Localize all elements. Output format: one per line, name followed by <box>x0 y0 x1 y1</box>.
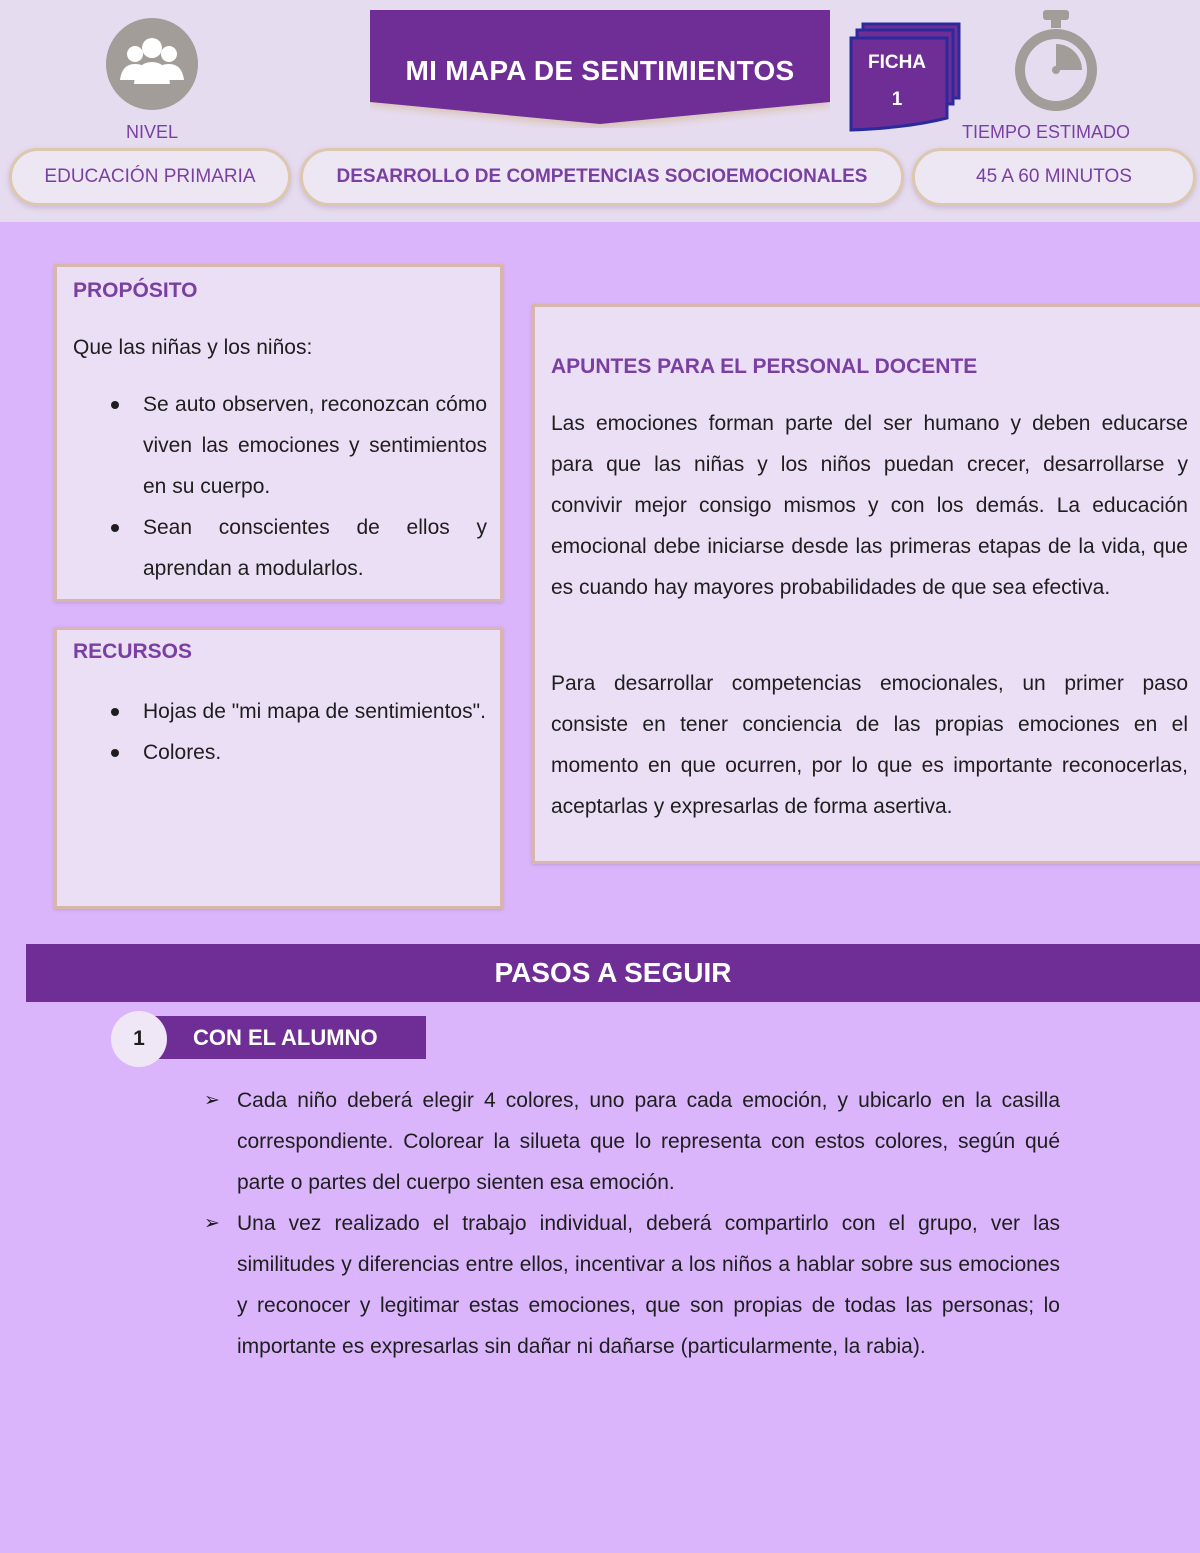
ficha-label: FICHA <box>867 52 927 73</box>
steps-header: PASOS A SEGUIR <box>26 944 1200 1002</box>
steps-list <box>204 1080 1060 1367</box>
list-item: ➢ Cada niño deberá elegir 4 colores, uno para cada emoción, y ubicarlo en la casilla correspondiente. Colorear la silueta que lo representa con estos colores, según qué parte o partes del cuerpo sienten esa emoción. <box>204 1080 1060 1203</box>
page-title: MI MAPA DE SENTIMIENTOS <box>405 55 795 86</box>
time-badge: 45 A 60 MINUTOS <box>912 148 1196 206</box>
list-item: Sean conscientes de ellos y aprendan a modularlos. <box>105 507 487 589</box>
teacher-notes-card <box>532 304 1200 864</box>
list-item: ➢ Una vez realizado el trabajo individual, deberá compartirlo con el grupo, ver las similitudes y diferencias entre ellos, incentivar a los niños a hablar sobre sus emociones y reconocer y legitimar estas emociones, que son propias de todas las personas; lo importante es expresarlas sin dañar ni dañarse (particularmente, la rabia). <box>204 1203 1060 1367</box>
level-label: NIVEL <box>126 122 179 142</box>
purpose-list <box>105 384 487 589</box>
resources-list <box>105 691 487 773</box>
purpose-card <box>54 264 503 602</box>
stopwatch-icon <box>1010 8 1102 114</box>
list-item: Colores. <box>105 732 487 773</box>
purpose-intro: Que las niñas y los niños: <box>73 336 313 359</box>
teacher-notes-title: APUNTES PARA EL PERSONAL DOCENTE <box>551 355 978 378</box>
list-item: Hojas de "mi mapa de sentimientos". <box>105 691 487 732</box>
time-label: TIEMPO ESTIMADO <box>962 122 1131 142</box>
resources-card <box>54 627 503 909</box>
teacher-notes-paragraph: Para desarrollar competencias emocionales, un primer paso consiste en tener conciencia de las propias emociones en el momento en que ocurren, por lo que es importante reconocerlas, aceptarlas y expresarlas de forma asertiva. <box>551 672 1188 818</box>
purpose-title: PROPÓSITO <box>73 279 198 302</box>
list-item: Se auto observen, reconozcan cómo viven las emociones y sentimientos en su cuerpo. <box>105 384 487 507</box>
title-banner <box>370 10 830 128</box>
header <box>0 0 1200 222</box>
resources-title: RECURSOS <box>73 640 193 663</box>
people-group-icon <box>106 18 198 110</box>
area-badge: DESARROLLO DE COMPETENCIAS SOCIOEMOCIONALES <box>300 148 904 206</box>
teacher-notes-paragraph: Las emociones forman parte del ser humano y deben educarse para que las niñas y los niños puedan crecer, desarrollarse y convivir mejor consigo mismos y con los demás. La educación emocional debe iniciarse desde las primeras etapas de la vida, que es cuando hay mayores probabilidades de que sea efectiva. <box>551 412 1188 599</box>
level-badge: EDUCACIÓN PRIMARIA <box>9 148 291 206</box>
step-number: 1 <box>111 1011 167 1067</box>
ficha-badge <box>847 20 963 138</box>
ficha-number: 1 <box>891 89 903 110</box>
step-title: CON EL ALUMNO <box>138 1016 426 1059</box>
